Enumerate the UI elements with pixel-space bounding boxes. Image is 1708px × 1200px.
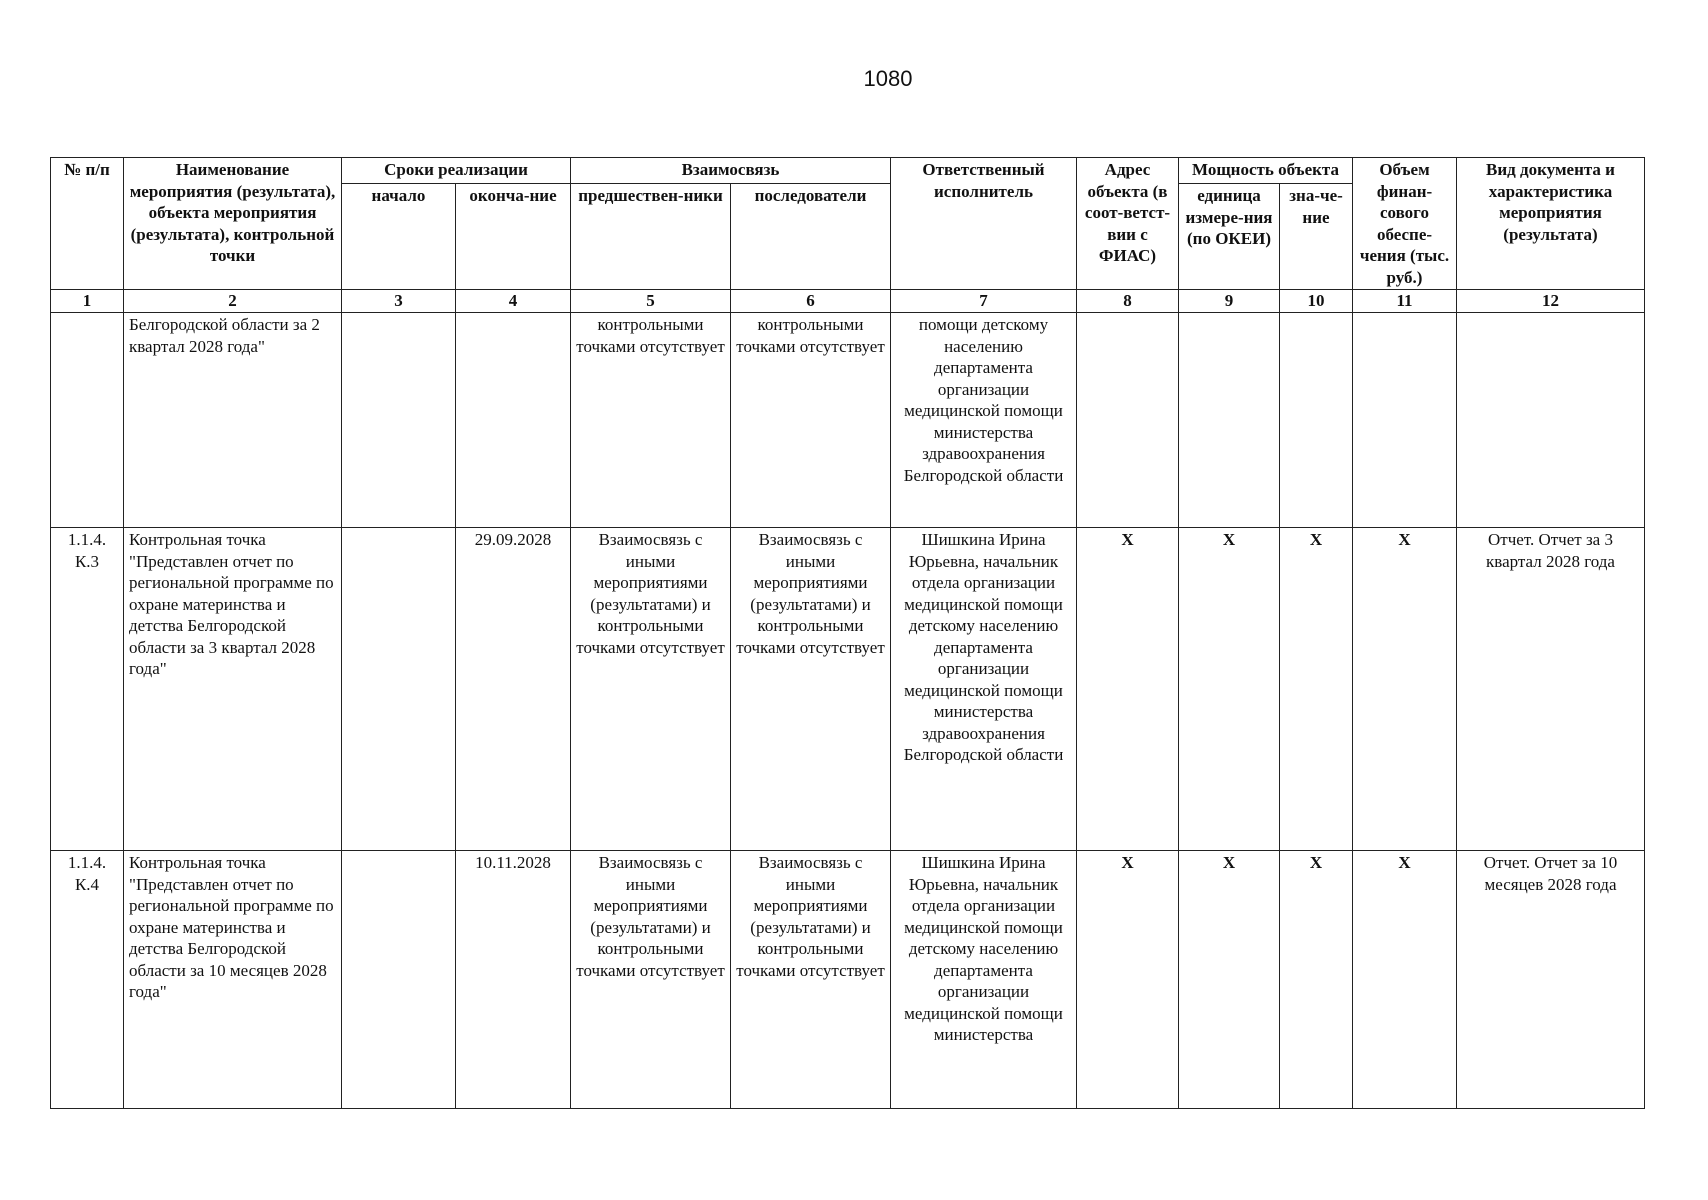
header-terms-start: начало [342, 184, 456, 290]
cell-doc-type: Отчет. Отчет за 3 квартал 2028 года [1457, 528, 1645, 851]
cell-start [342, 528, 456, 851]
cell-responsible: помощи детскому населению департамента организации медицинской помощи министерства здравоохранения Белгородской области [891, 313, 1077, 528]
column-number: 9 [1179, 290, 1280, 313]
column-number: 7 [891, 290, 1077, 313]
table-row [51, 313, 1645, 528]
cell-unit [1179, 313, 1280, 528]
cell-name: Белгородской области за 2 квартал 2028 года" [124, 313, 342, 528]
cell-num: 1.1.4. К.3 [51, 528, 124, 851]
header-relation-pred: предшествен-ники [571, 184, 731, 290]
cell-end: 29.09.2028 [456, 528, 571, 851]
header-doc-type: Вид документа и характеристика мероприятия (результата) [1457, 158, 1645, 290]
cell-num [51, 313, 124, 528]
header-capacity: Мощность объекта [1179, 158, 1353, 184]
cell-value: Х [1280, 851, 1353, 1109]
cell-successors: Взаимосвязь с иными мероприятиями (результатами) и контрольными точками отсутствует [731, 851, 891, 1109]
header-address: Адрес объекта (в соот-ветст-вии с ФИАС) [1077, 158, 1179, 290]
cell-finance [1353, 313, 1457, 528]
column-number: 4 [456, 290, 571, 313]
page-number: 1080 [863, 66, 913, 91]
table-row [51, 851, 1645, 1109]
header-terms: Сроки реализации [342, 158, 571, 184]
cell-predecessors: Взаимосвязь с иными мероприятиями (результатами) и контрольными точками отсутствует [571, 528, 731, 851]
cell-responsible: Шишкина Ирина Юрьевна, начальник отдела организации медицинской помощи детскому населению департамента организации медицинской помощи министерства [891, 851, 1077, 1109]
header-name: Наименование мероприятия (результата), объекта мероприятия (результата), контрольной точки [124, 158, 342, 290]
header-row-1 [51, 158, 1645, 184]
cell-address: Х [1077, 851, 1179, 1109]
cell-name: Контрольная точка "Представлен отчет по региональной программе по охране материнства и детства Белгородской области за 3 квартал 2028 года" [124, 528, 342, 851]
header-num: № п/п [51, 158, 124, 290]
cell-predecessors: контрольными точками отсутствует [571, 313, 731, 528]
column-number: 11 [1353, 290, 1457, 313]
cell-successors: контрольными точками отсутствует [731, 313, 891, 528]
cell-unit: Х [1179, 528, 1280, 851]
column-number: 10 [1280, 290, 1353, 313]
cell-responsible: Шишкина Ирина Юрьевна, начальник отдела организации медицинской помощи детскому населению департамента организации медицинской помощи министерства здравоохранения Белгородской области [891, 528, 1077, 851]
cell-start [342, 851, 456, 1109]
cell-address: Х [1077, 528, 1179, 851]
plan-table [50, 157, 1645, 1109]
header-capacity-value: зна-че-ние [1280, 184, 1353, 290]
cell-predecessors: Взаимосвязь с иными мероприятиями (результатами) и контрольными точками отсутствует [571, 851, 731, 1109]
column-number: 1 [51, 290, 124, 313]
cell-finance: Х [1353, 851, 1457, 1109]
table-row [51, 528, 1645, 851]
cell-unit: Х [1179, 851, 1280, 1109]
column-number: 8 [1077, 290, 1179, 313]
cell-address [1077, 313, 1179, 528]
cell-name: Контрольная точка "Представлен отчет по региональной программе по охране материнства и детства Белгородской области за 10 месяцев 2028 года" [124, 851, 342, 1109]
cell-finance: Х [1353, 528, 1457, 851]
cell-end: 10.11.2028 [456, 851, 571, 1109]
column-number-row [51, 290, 1645, 313]
column-number: 3 [342, 290, 456, 313]
cell-end [456, 313, 571, 528]
column-number: 6 [731, 290, 891, 313]
cell-value [1280, 313, 1353, 528]
column-number: 12 [1457, 290, 1645, 313]
cell-doc-type [1457, 313, 1645, 528]
header-capacity-unit: единица измере-ния (по ОКЕИ) [1179, 184, 1280, 290]
header-responsible: Ответственный исполнитель [891, 158, 1077, 290]
header-finance: Объем финан-сового обеспе-чения (тыс. руб.) [1353, 158, 1457, 290]
header-terms-end: оконча-ние [456, 184, 571, 290]
header-relation: Взаимосвязь [571, 158, 891, 184]
cell-num: 1.1.4. К.4 [51, 851, 124, 1109]
cell-value: Х [1280, 528, 1353, 851]
cell-start [342, 313, 456, 528]
header-relation-succ: последователи [731, 184, 891, 290]
cell-doc-type: Отчет. Отчет за 10 месяцев 2028 года [1457, 851, 1645, 1109]
cell-successors: Взаимосвязь с иными мероприятиями (результатами) и контрольными точками отсутствует [731, 528, 891, 851]
column-number: 2 [124, 290, 342, 313]
column-number: 5 [571, 290, 731, 313]
